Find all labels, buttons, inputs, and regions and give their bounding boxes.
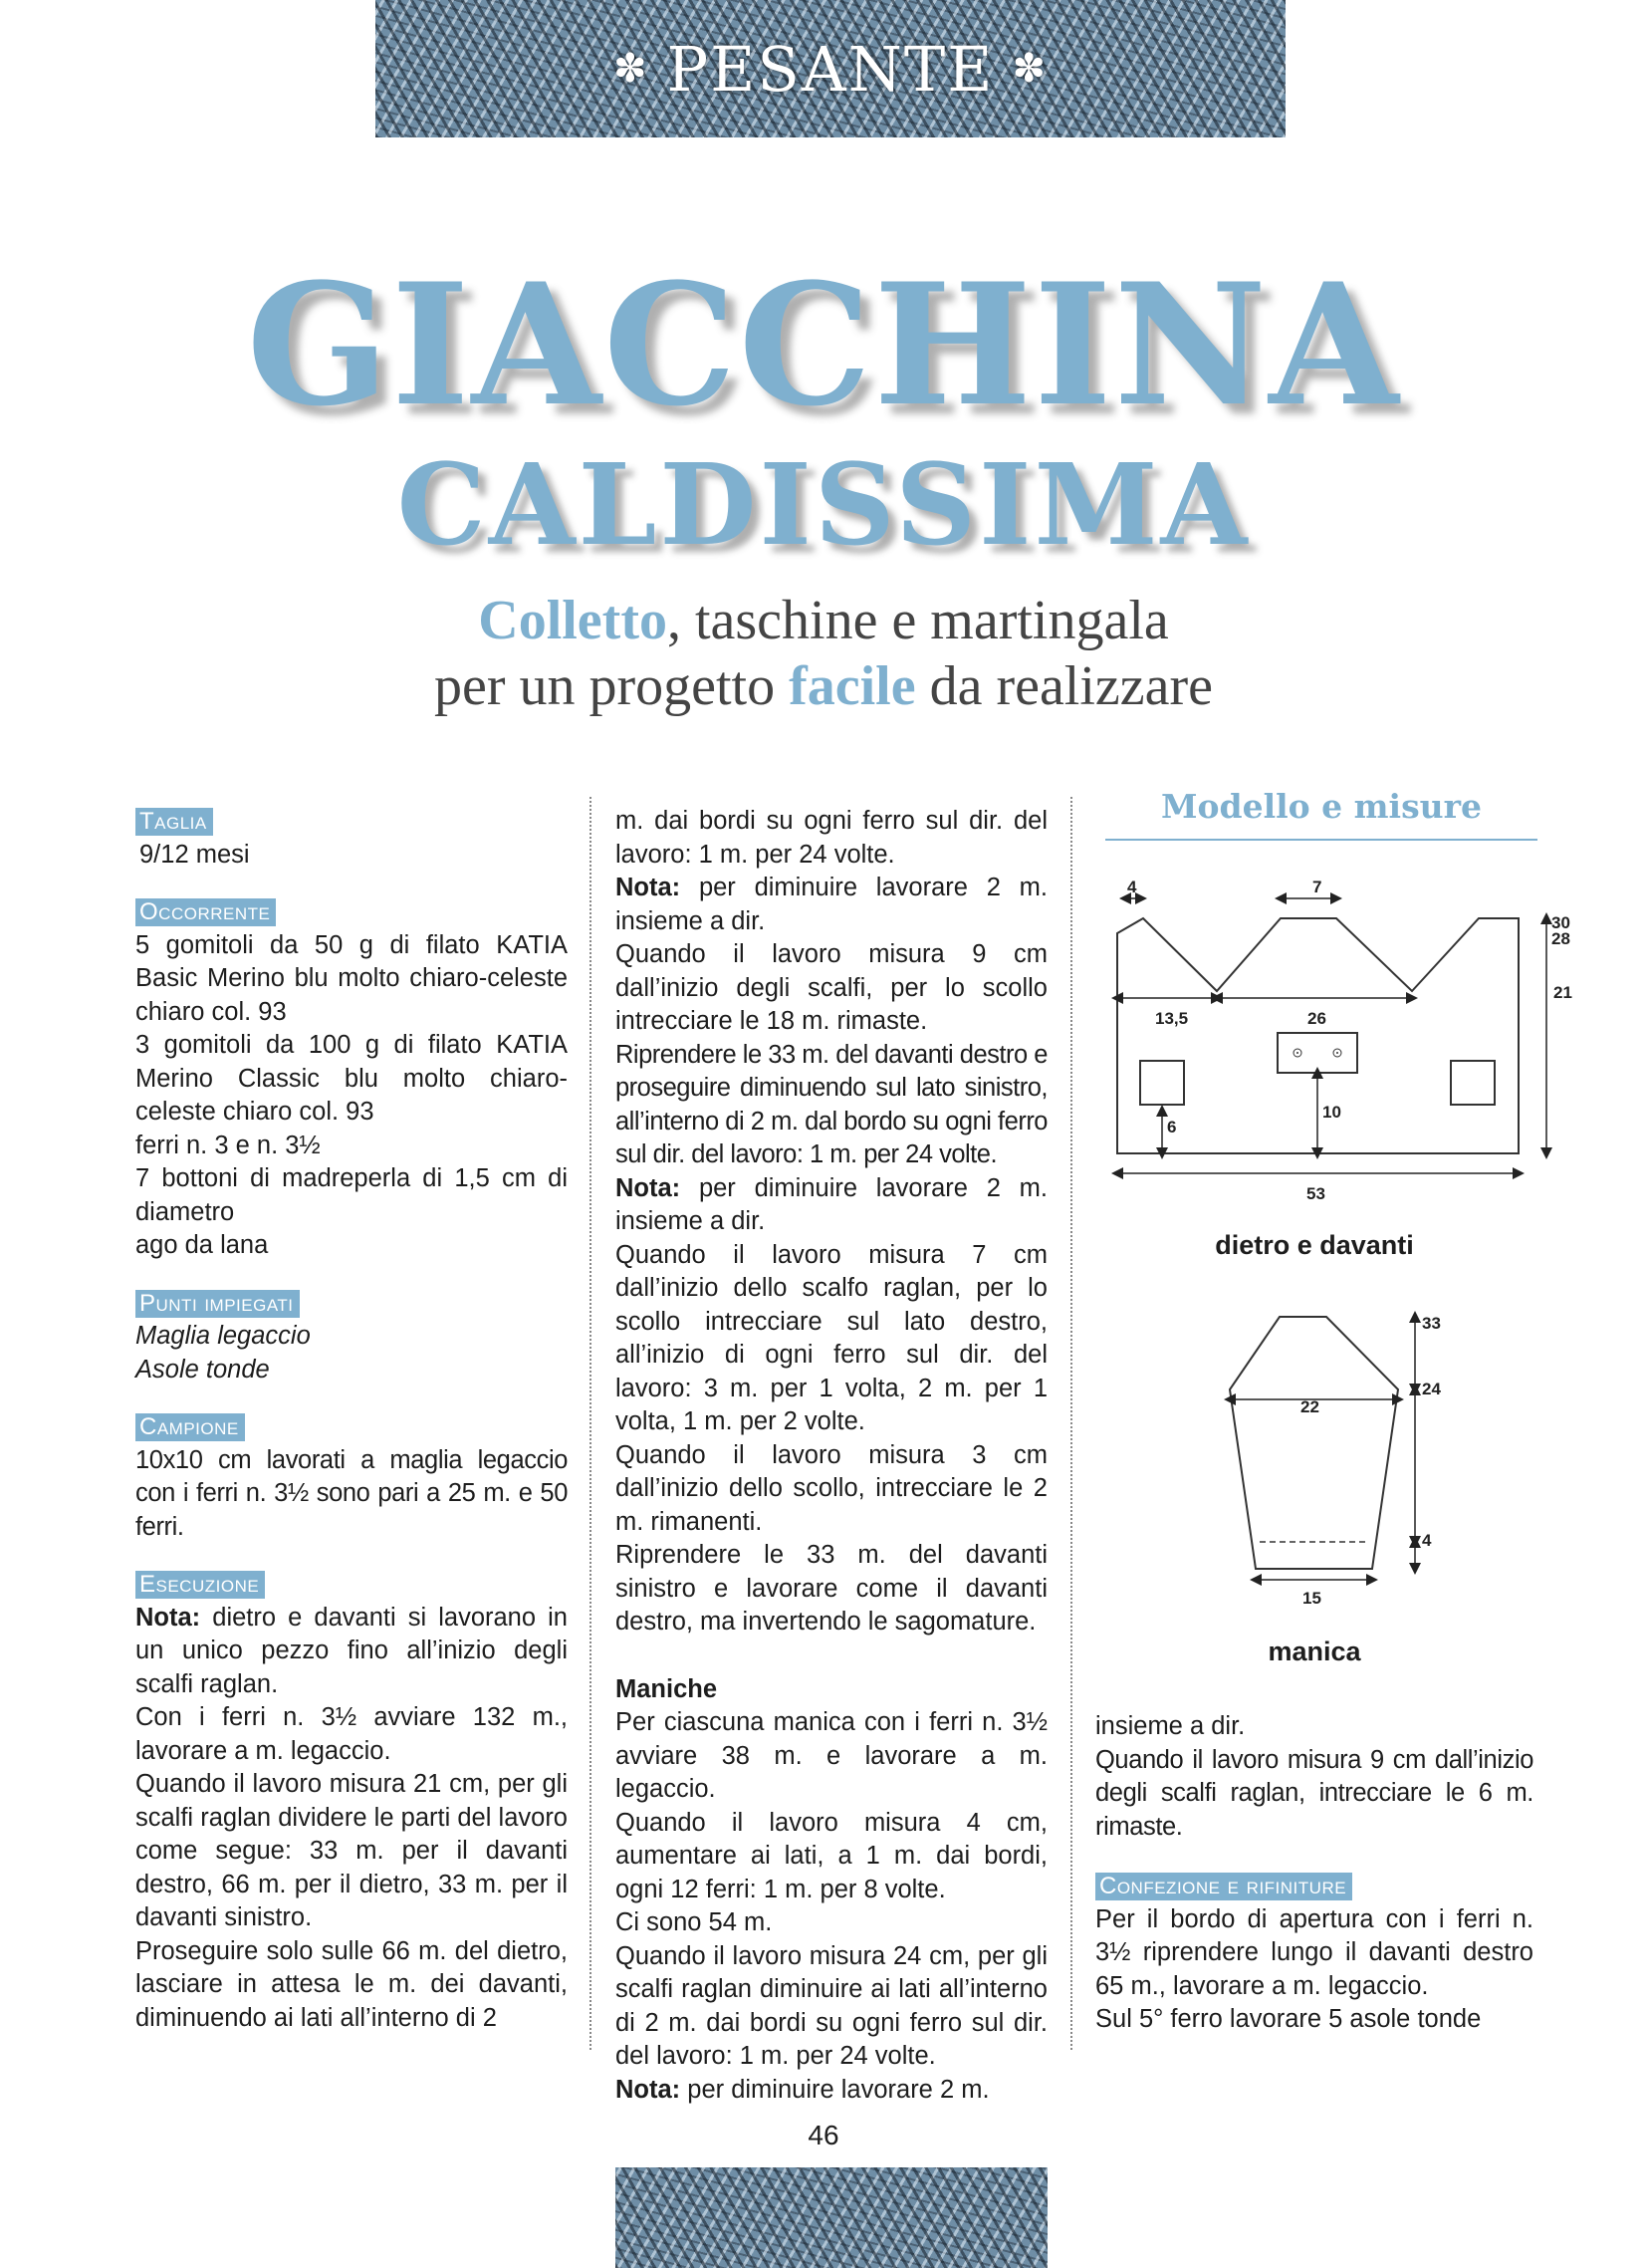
section-occorrente — [135, 895, 568, 1263]
diagram-rule — [1105, 839, 1537, 841]
body-text: insieme a dir. — [1095, 1712, 1246, 1740]
dim-label: 28 — [1551, 929, 1570, 948]
dim-label: 7 — [1312, 878, 1322, 896]
body-text — [615, 1172, 1048, 1239]
section-label: Taglia — [135, 808, 213, 836]
page-number: 46 — [808, 2120, 839, 2150]
body-text: Quando il lavoro misura 24 cm, per gli scalfi raglan diminuire ai lati all’interno di 2 m. dai bordi su ogni ferro sul dir. del lavoro: 1 m. per 24 volte. — [615, 1941, 1048, 2070]
title-line-1: GIACCHINA — [246, 246, 1401, 443]
section-text: 7 bottoni di madreperla di 1,5 cm di diametro — [135, 1164, 568, 1226]
section-label: Confezione e rifiniture — [1095, 1873, 1352, 1900]
sleeve-caption: manica — [1268, 1637, 1361, 1666]
section-text: Proseguire solo sulle 66 m. del dietro, lasciare in attesa le m. dei davanti, diminuendo ai lati all’interno di 2 — [135, 1936, 568, 2032]
dim-label: 21 — [1553, 983, 1572, 1002]
section-campione — [135, 1410, 568, 1544]
dim-label: 26 — [1307, 1009, 1326, 1028]
section-text — [135, 1602, 568, 1702]
body-text: Riprendere le 33 m. del davanti sinistro e lavorare come il davanti destro, ma invertendo le sagomature. — [615, 1541, 1048, 1636]
pocket-left — [1140, 1061, 1184, 1105]
dim-label: 4 — [1422, 1531, 1432, 1550]
title-line-2: CALDISSIMA — [396, 440, 1251, 571]
section-text: Maglia legaccio — [135, 1322, 311, 1350]
sleeve-outline — [1230, 1317, 1398, 1569]
dim-label: 33 — [1422, 1314, 1441, 1333]
dim-label: 22 — [1300, 1397, 1319, 1416]
top-banner — [375, 0, 1286, 137]
note-label: Nota: — [615, 1173, 681, 1202]
section-text: Quando il lavoro misura 21 cm, per gli scalfi raglan dividere le parti del lavoro come segue: 33 m. per il davanti destro, 66 m. per il dietro, 33 m. per il davanti sinistro. — [135, 1770, 568, 1931]
column-1 — [135, 805, 568, 2035]
dim-label: 13,5 — [1155, 1009, 1189, 1028]
body-text: Sul 5° ferro lavorare 5 asole tonde — [1095, 2005, 1482, 2033]
body-text: Quando il lavoro misura 7 cm dall’inizio dello scalfo raglan, per lo scollo intrecciare sul lato destro, all’inizio di ogni ferro sul dir. del lavoro: 3 m. per 1 volta, 2 m. per 1 volta, 1 m. per 2 volte. — [615, 1240, 1048, 1435]
diagram-title: Modello e misure — [1160, 787, 1483, 826]
note-text: per diminuire lavorare 2 m. insieme a dir. — [615, 1173, 1048, 1235]
note-label: Nota: — [615, 874, 681, 901]
banner-label — [613, 33, 1048, 106]
subtitle-text: , taschine e martingala — [666, 590, 1169, 651]
body-text: Quando il lavoro misura 3 cm dall’inizio dello scollo, intrecciare le 2 m. rimanenti. — [615, 1440, 1048, 1536]
dim-label: 6 — [1167, 1118, 1177, 1136]
section-text: ferri n. 3 e n. 3½ — [135, 1131, 321, 1159]
subsection-title: Maniche — [615, 1674, 718, 1703]
body-text: Per il bordo di apertura con i ferri n. 3½ riprendere lungo il davanti destro 65 m., lavorare a m. legaccio. — [1095, 1904, 1533, 2000]
body-text: Quando il lavoro misura 9 cm dall’inizio degli scalfi, per lo scollo intrecciare le 18 m. rimaste. — [615, 940, 1048, 1035]
section-taglia — [135, 805, 568, 872]
subtitle-highlight: facile — [789, 655, 916, 717]
note-text: dietro e davanti si lavorano in un unico pezzo fino all’inizio degli scalfi raglan. — [135, 1603, 568, 1698]
body-text — [615, 2074, 1048, 2108]
column-2 — [615, 805, 1048, 2107]
note-text: per diminuire lavorare 2 m. insieme a dir. — [615, 874, 1048, 935]
column-divider — [589, 797, 591, 2050]
bottom-banner — [615, 2167, 1048, 2268]
body-caption: dietro e davanti — [1215, 1230, 1414, 1260]
note-text: per diminuire lavorare 2 m. — [680, 2075, 990, 2104]
dim-label: 30 — [1551, 913, 1570, 932]
banner-text: PESANTE — [666, 32, 995, 106]
dim-label: 53 — [1306, 1184, 1325, 1203]
section-label: Campione — [135, 1413, 245, 1441]
section-esecuzione — [135, 1568, 568, 2035]
section-confezione — [1095, 1870, 1533, 2037]
section-text: ago da lana — [135, 1231, 269, 1259]
section-text: 10x10 cm lavorati a maglia legaccio con i ferri n. 3½ sono pari a 25 m. e 50 ferri. — [135, 1445, 568, 1541]
body-text — [615, 872, 1048, 938]
flower-icon: ✽ — [1012, 46, 1049, 92]
column-3 — [1095, 1710, 1533, 2037]
section-text: Asole tonde — [135, 1355, 270, 1384]
martingala — [1278, 1033, 1357, 1073]
dim-label: 4 — [1127, 878, 1137, 896]
section-text: Con i ferri n. 3½ avviare 132 m., lavorare a m. legaccio. — [135, 1703, 568, 1765]
note-label: Nota: — [615, 2075, 681, 2104]
body-text: Per ciascuna manica con i ferri n. 3½ avviare 38 m. e lavorare a m. legaccio. — [615, 1708, 1048, 1803]
dim-label: 10 — [1322, 1103, 1341, 1122]
subtitle-highlight: Colletto — [478, 590, 667, 651]
section-text: 5 gomitoli da 50 g di filato KATIA Basic Merino blu molto chiaro-celeste chiaro col. 93 — [135, 930, 568, 1026]
body-text: Quando il lavoro misura 4 cm, aumentare ai lati, a 1 m. dai bordi, ogni 12 ferri: 1 m. per 8 volte. — [615, 1808, 1048, 1903]
note-label: Nota: — [135, 1603, 201, 1632]
pocket-right — [1451, 1061, 1495, 1105]
subtitle-text: da realizzare — [915, 655, 1213, 717]
section-punti — [135, 1287, 568, 1387]
column-divider — [1070, 797, 1072, 2050]
body-text: Ci sono 54 m. — [615, 1908, 773, 1936]
section-label: Occorrente — [135, 898, 276, 926]
dim-label: 15 — [1302, 1589, 1321, 1608]
body-text: Riprendere le 33 m. del davanti destro e proseguire diminuendo sul lato sinistro, all’interno di 2 m. dal bordo su ogni ferro sul dir. del lavoro: 1 m. per 24 volte. — [615, 1040, 1048, 1168]
section-text: 9/12 mesi — [139, 840, 250, 869]
flower-icon: ✽ — [612, 46, 649, 92]
dim-label: 24 — [1422, 1380, 1441, 1398]
section-text: 3 gomitoli da 100 g di filato KATIA Merino Classic blu molto chiaro-celeste chiaro col. 93 — [135, 1031, 568, 1126]
section-label: Punti impiegati — [135, 1290, 300, 1318]
subtitle — [0, 588, 1647, 719]
body-text: m. dai bordi su ogni ferro sul dir. del lavoro: 1 m. per 24 volte. — [615, 807, 1048, 869]
subtitle-text: per un progetto — [433, 655, 790, 717]
body-text: Quando il lavoro misura 9 cm dall’inizio degli scalfi raglan, intrecciare le 6 m. rimaste. — [1095, 1745, 1533, 1841]
section-label: Esecuzione — [135, 1571, 265, 1599]
